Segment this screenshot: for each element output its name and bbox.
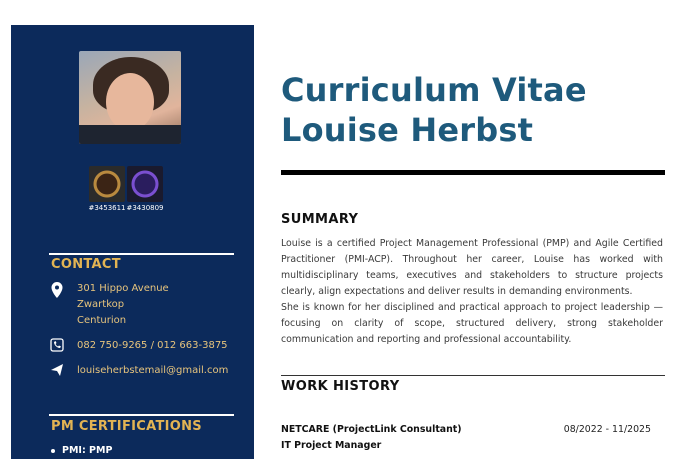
email-address[interactable]: louiseherbstemail@gmail.com (77, 365, 229, 376)
title-line: Curriculum Vitae (281, 71, 587, 109)
job-role: IT Project Manager (281, 440, 382, 451)
address-line: 301 Hippo Avenue (77, 283, 169, 294)
page-title (281, 70, 671, 150)
summary-paragraph: Louise is a certified Project Management Professional (PMP) and Agile Certified Practitioner (PMI-ACP). Throughout her career, Louise has worked with multidisciplinary teams, executives and stakeholders to structure projects clearly, align expectations and deliver results in demanding environments. (281, 238, 663, 297)
phone-number: 082 750-9265 / 012 663-3875 (77, 340, 228, 351)
certifications-heading: PM CERTIFICATIONS (51, 419, 202, 434)
profile-photo (79, 51, 181, 144)
title-divider (281, 170, 665, 175)
certification-label: PMI: PMP (62, 445, 113, 456)
bullet-icon (51, 449, 55, 453)
address-line: Zwartkop (77, 299, 125, 310)
phone-icon (49, 338, 65, 354)
sidebar (11, 25, 254, 459)
badge-number: #3453611 (88, 204, 126, 212)
job-company: NETCARE (ProjectLink Consultant) (281, 424, 462, 435)
address-line: Centurion (77, 315, 127, 326)
summary-heading: SUMMARY (281, 212, 359, 227)
pmp-badge-icon (89, 166, 125, 202)
title-line: Louise Herbst (281, 111, 534, 149)
section-divider (49, 253, 234, 255)
badge-number: #3430809 (126, 204, 164, 212)
work-history-heading: WORK HISTORY (281, 379, 400, 394)
job-header (281, 424, 665, 435)
summary-paragraph: She is known for her disciplined and practical approach to project leadership — focusing on clarity of scope, structured delivery, strong stakeholder communication and reporting and professional accountability. (281, 302, 663, 345)
contact-heading: CONTACT (51, 257, 121, 272)
pmi-acp-badge-icon (127, 166, 163, 202)
section-divider (49, 414, 234, 416)
location-pin-icon (49, 281, 65, 297)
send-icon (49, 363, 65, 379)
section-divider (281, 375, 665, 376)
address (49, 281, 249, 329)
certification-item (51, 445, 112, 456)
job-dates: 08/2022 - 11/2025 (563, 424, 651, 435)
